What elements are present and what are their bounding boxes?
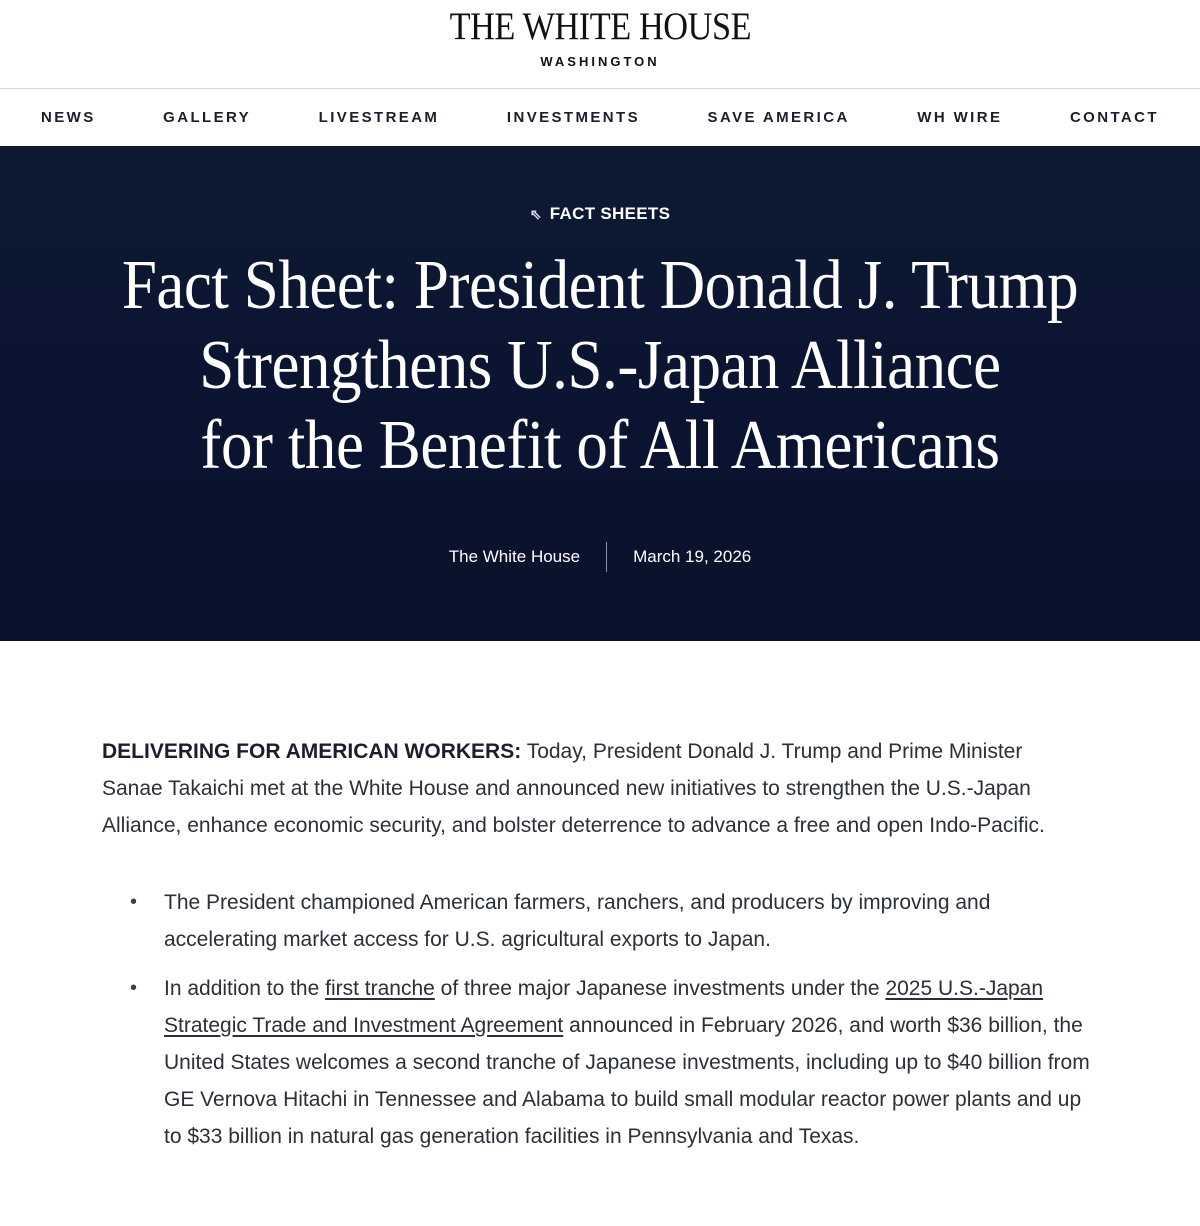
agreement-link[interactable]: 2025 U.S.-Japan Strategic Trade and Investment Agreement <box>164 977 1044 1037</box>
article-author: The White House <box>448 547 581 566</box>
site-logo[interactable]: THE WHITE HOUSE <box>449 5 751 48</box>
lead-text: Today, President Donald J. Trump and Prime Minister Sanae Takaichi met at the White House and announced new initiatives to strengthen the U.S.-Japan Alliance, enhance economic security, and bolster deterrence to advance a free and open Indo-Pacific. <box>102 740 1045 837</box>
main-nav <box>0 89 1200 146</box>
bullet-text: The President championed American farmers, ranchers, and producers by improving and accelerating market access for U.S. agricultural exports to Japan. <box>164 891 991 951</box>
bullet-text: of three major Japanese investments under the <box>434 977 886 1000</box>
title-line: for the Benefit of All Americans <box>200 407 1000 484</box>
bullet-text: In addition to the <box>164 977 326 1000</box>
site-logo-subtitle: WASHINGTON <box>540 54 660 69</box>
list-item <box>164 884 1102 958</box>
nav-gallery[interactable]: GALLERY <box>163 109 252 126</box>
lead-label: DELIVERING FOR AMERICAN WORKERS: <box>102 740 522 763</box>
arrow-up-left-icon: ⇖ <box>529 206 542 222</box>
site-header <box>0 0 1200 89</box>
title-line: Strengthens U.S.-Japan Alliance <box>199 327 1001 404</box>
title-line: Fact Sheet: President Donald J. Trump <box>121 247 1079 324</box>
article-hero <box>0 146 1200 641</box>
article-date: March 19, 2026 <box>633 547 752 566</box>
list-item <box>164 970 1102 1155</box>
nav-wh-wire[interactable]: WH WIRE <box>917 109 1003 126</box>
article-meta <box>0 542 1200 572</box>
nav-investments[interactable]: INVESTMENTS <box>506 109 640 126</box>
page-title <box>50 246 1150 486</box>
lead-paragraph <box>102 733 1082 844</box>
nav-save-america[interactable]: SAVE AMERICA <box>707 109 850 126</box>
meta-divider <box>606 542 607 572</box>
article-body <box>0 641 1200 1155</box>
first-tranche-link[interactable]: first tranche <box>325 977 435 1000</box>
nav-contact[interactable]: CONTACT <box>1069 109 1159 126</box>
breadcrumb-label: FACT SHEETS <box>549 204 671 223</box>
bullet-text: announced in February 2026, and worth $36 billion, the United States welcomes a second tranche of Japanese investments, including up to $40 billion from GE Vernova Hitachi in Tennessee and Alabama to build small modular reactor power plants and up to $33 billion in natural gas generation facilities in Pennsylvania and Texas. <box>164 1014 1090 1148</box>
nav-news[interactable]: NEWS <box>41 109 96 126</box>
bullet-list <box>102 884 1102 1155</box>
nav-livestream[interactable]: LIVESTREAM <box>318 109 440 126</box>
breadcrumb[interactable] <box>0 146 1200 224</box>
